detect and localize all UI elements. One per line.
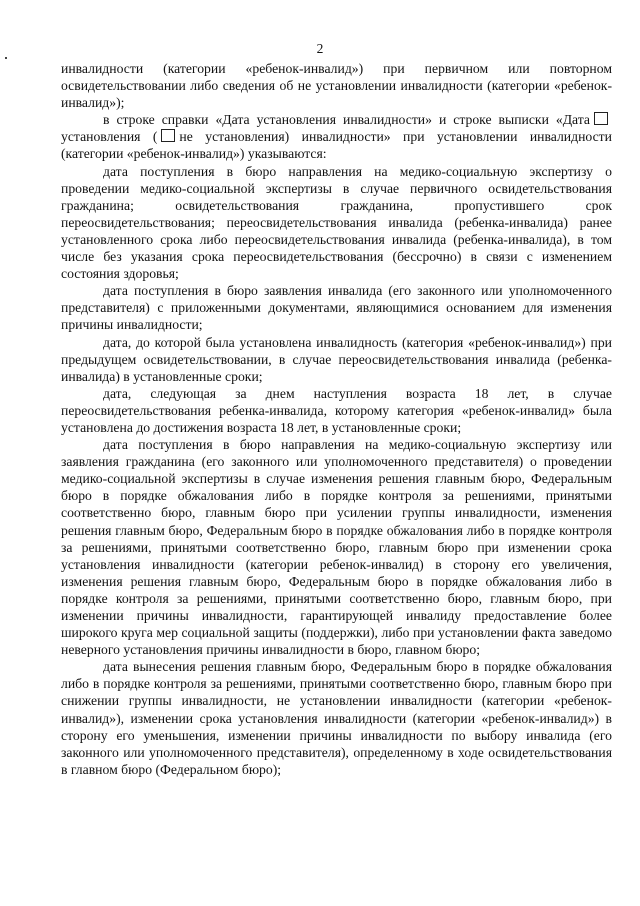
paragraph-1: инвалидности (категории «ребенок-инвалид») при первичном или повторном освидетельствовании либо сведения об не установлении инвалидности (категории «ребенок-инвалид»); xyxy=(61,61,612,111)
paragraph-3: дата поступления в бюро направления на медико-социальную экспертизу о проведении медико-социальной экспертизы в случае первичного освидетельствования гражданина; освидетельствования гражданина, пропустившего срок переосвидетельствования; переосвидетельствования инвалида (ребенка-инвалида) ранее установленного срока либо переосвидетельствования инвалида (ребенка-инвалида), в том числе без указания срока переосвидетельствования (бессрочно) в связи с изменением состояния здоровья; xyxy=(61,163,612,282)
paragraph-2-part-1: в строке справки «Дата установления инвалидности» и строке выписки «Дата xyxy=(103,112,590,128)
paragraph-8: дата вынесения решения главным бюро, Федеральным бюро в порядке обжалования либо в порядке контроля за решениями, принятыми соответственно бюро, главным бюро при снижении группы инвалидности, не установлении инвалидности (категории «ребенок-инвалид»), изменении срока установления инвалидности (категории «ребенок-инвалид») в сторону его уменьшения, изменении причины инвалидности по выбору инвалида (его законного или уполномоченного представителя), определенному в ходе освидетельствования в главном бюро (Федеральном бюро); xyxy=(61,659,612,777)
paragraph-4: дата поступления в бюро заявления инвалида (его законного или уполномоченного представителя) с приложенными документами, являющимися основанием для изменения причины инвалидности; xyxy=(61,283,612,333)
document-body xyxy=(61,60,612,778)
paragraph-6: дата, следующая за днем наступления возраста 18 лет, в случае переосвидетельствования ребенка-инвалида, которому категория «ребенок-инвалид» была установлена до достижения возраста 18 лет, в установленные сроки; xyxy=(61,385,612,435)
edge-mark xyxy=(5,57,7,59)
paragraph-5: дата, до которой была установлена инвалидность (категория «ребенок-инвалид») при предыдущем освидетельствовании, в случае переосвидетельствования инвалида (ребенка-инвалида) в установленные сроки; xyxy=(61,334,612,384)
paragraph-7: дата поступления в бюро направления на медико-социальную экспертизу или заявления гражданина (его законного или уполномоченного представителя) о проведении медико-социальной экспертизы в случае изменения решения главным бюро, Федеральным бюро в порядке обжалования либо в порядке контроля за решениями, принятыми соответственно бюро, главным бюро при усилении группы инвалидности, изменения решения главным бюро, Федеральным бюро в порядке обжалования либо в порядке контроля за решениями, принятыми соответственно бюро, главным бюро при изменении срока установления инвалидности (категории ребенок-инвалид) в сторону его увеличения, изменения решения главным бюро, Федеральным бюро в порядке обжалования либо в порядке контроля за решениями, принятыми соответственно бюро, главным бюро, при изменении причины инвалидности, гарантирующей инвалиду предоставление более широкого круга мер социальной защиты (поддержки), либо при установлении факта заведомо неверного установления причины инвалидности в бюро, главном бюро; xyxy=(61,437,612,658)
paragraph-2-part-3: не установления) инвалидности» при установлении инвалидности (категории «ребенок-инвалид») указываются: xyxy=(61,129,612,162)
checkbox-square-icon xyxy=(594,112,608,125)
paragraph-2-part-2: установления ( xyxy=(61,129,158,145)
checkbox-square-icon xyxy=(161,129,175,142)
paragraph-2 xyxy=(61,111,612,162)
page-number: 2 xyxy=(316,41,324,56)
